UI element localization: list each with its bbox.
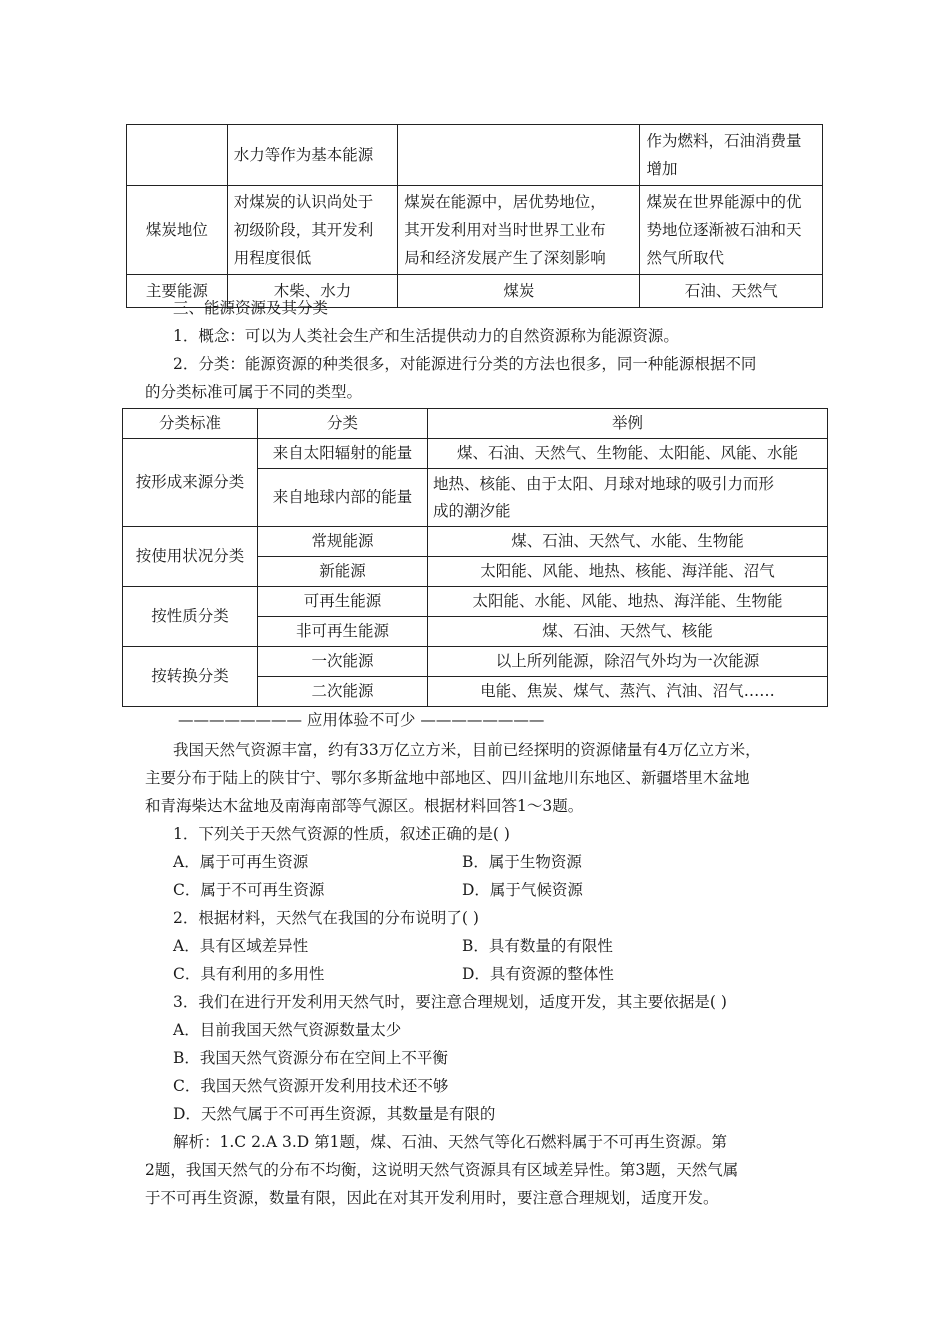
column-header: 分类	[258, 409, 428, 439]
table-cell: 来自地球内部的能量	[258, 469, 428, 527]
option-d: D．属于气候资源	[462, 881, 583, 899]
cell-line: 增加	[646, 160, 678, 178]
option-c: C．具有利用的多用性	[173, 965, 325, 983]
option-a: A．属于可再生资源	[173, 853, 309, 871]
section-heading: 三、能源资源及其分类	[173, 299, 329, 317]
option-c: C．属于不可再生资源	[173, 881, 325, 899]
question-3: 3．我们在进行开发利用天然气时，要注意合理规划，适度开发，其主要依据是( )	[173, 993, 727, 1011]
cell-line: 作为燃料，石油消费量	[646, 132, 802, 150]
table-cell: 木柴、水力	[227, 275, 398, 308]
table-cell: 来自太阳辐射的能量	[258, 439, 428, 469]
table-cell: 一次能源	[258, 647, 428, 677]
cell-line: 其开发利用对当时世界工业布	[404, 221, 606, 239]
table-cell: 太阳能、风能、地热、核能、海洋能、沼气	[428, 557, 828, 587]
row-header: 按性质分类	[123, 587, 258, 647]
table-cell: 新能源	[258, 557, 428, 587]
cell-line: 成的潮汐能	[433, 501, 511, 520]
table-cell: 非可再生能源	[258, 617, 428, 647]
table-cell: 可再生能源	[258, 587, 428, 617]
table-cell: 常规能源	[258, 527, 428, 557]
row-header: 煤炭地位	[127, 186, 228, 275]
cell-line: 用程度很低	[233, 249, 312, 267]
table-cell: 太阳能、水能、风能、地热、海洋能、生物能	[428, 587, 828, 617]
analysis-text: 2题，我国天然气的分布不均衡，这说明天然气资源具有区域差异性。第3题，天然气属	[145, 1161, 739, 1179]
row-header: 按形成来源分类	[123, 439, 258, 527]
table-cell	[640, 125, 823, 186]
question-2: 2．根据材料，天然气在我国的分布说明了( )	[173, 909, 479, 927]
table-cell: 水力等作为基本能源	[227, 125, 398, 186]
table-cell: 煤、石油、天然气、生物能、太阳能、风能、水能	[428, 439, 828, 469]
table-cell	[428, 469, 828, 527]
option-c: C．我国天然气资源开发利用技术还不够	[173, 1077, 449, 1095]
material-text: 和青海柴达木盆地及南海南部等气源区。根据材料回答1～3题。	[145, 797, 584, 815]
column-header: 举例	[428, 409, 828, 439]
row-header: 按转换分类	[123, 647, 258, 707]
table-cell: 煤、石油、天然气、水能、生物能	[428, 527, 828, 557]
table-cell	[640, 186, 823, 275]
cell-line: 局和经济发展产生了深刻影响	[404, 249, 606, 267]
energy-classification-table	[122, 408, 828, 707]
row-header: 主要能源	[127, 275, 228, 308]
row-header: 按使用状况分类	[123, 527, 258, 587]
option-d: D．具有资源的整体性	[462, 965, 614, 983]
table-cell	[127, 125, 228, 186]
option-b: B．具有数量的有限性	[462, 937, 613, 955]
table-cell: 煤、石油、天然气、核能	[428, 617, 828, 647]
table-cell: 二次能源	[258, 677, 428, 707]
energy-history-table	[126, 124, 823, 308]
table-cell: 电能、焦炭、煤气、蒸汽、汽油、沼气……	[428, 677, 828, 707]
table-cell: 以上所列能源，除沼气外均为一次能源	[428, 647, 828, 677]
column-header: 分类标准	[123, 409, 258, 439]
material-text: 我国天然气资源丰富，约有33万亿立方米，目前已经探明的资源储量有4万亿立方米，	[173, 741, 761, 759]
option-a: A．具有区域差异性	[173, 937, 309, 955]
section-divider: ———————— 应用体验不可少 ————————	[178, 711, 545, 729]
table-cell: 石油、天然气	[640, 275, 823, 308]
material-text: 主要分布于陆上的陕甘宁、鄂尔多斯盆地中部地区、四川盆地川东地区、新疆塔里木盆地	[145, 769, 750, 787]
cell-line: 初级阶段，其开发利	[233, 221, 374, 239]
cell-line: 煤炭在能源中，居优势地位，	[404, 193, 606, 211]
concept-text: 1．概念：可以为人类社会生产和生活提供动力的自然资源称为能源资源。	[173, 327, 679, 345]
option-a: A．目前我国天然气资源数量太少	[173, 1021, 402, 1039]
analysis-text: 解析：1.C 2.A 3.D 第1题，煤、石油、天然气等化石燃料属于不可再生资源。第	[173, 1133, 727, 1151]
option-d: D．天然气属于不可再生资源，其数量是有限的	[173, 1105, 496, 1123]
question-1: 1．下列关于天然气资源的性质，叙述正确的是( )	[173, 825, 510, 843]
classify-text: 的分类标准可属于不同的类型。	[145, 383, 363, 401]
cell-line: 地热、核能、由于太阳、月球对地球的吸引力而形	[433, 474, 775, 493]
table-cell	[398, 186, 640, 275]
cell-line: 然气所取代	[646, 249, 724, 267]
option-b: B．我国天然气资源分布在空间上不平衡	[173, 1049, 448, 1067]
table-cell	[227, 186, 398, 275]
classify-text: 2．分类：能源资源的种类很多，对能源进行分类的方法也很多，同一种能源根据不同	[173, 355, 757, 373]
table-cell	[398, 125, 640, 186]
option-b: B．属于生物资源	[462, 853, 582, 871]
cell-line: 势地位逐渐被石油和天	[646, 221, 802, 239]
cell-line: 煤炭在世界能源中的优	[646, 193, 802, 211]
cell-line: 对煤炭的认识尚处于	[233, 193, 374, 211]
analysis-text: 于不可再生资源，数量有限，因此在对其开发利用时，要注意合理规划，适度开发。	[145, 1189, 719, 1207]
table-cell: 煤炭	[398, 275, 640, 308]
